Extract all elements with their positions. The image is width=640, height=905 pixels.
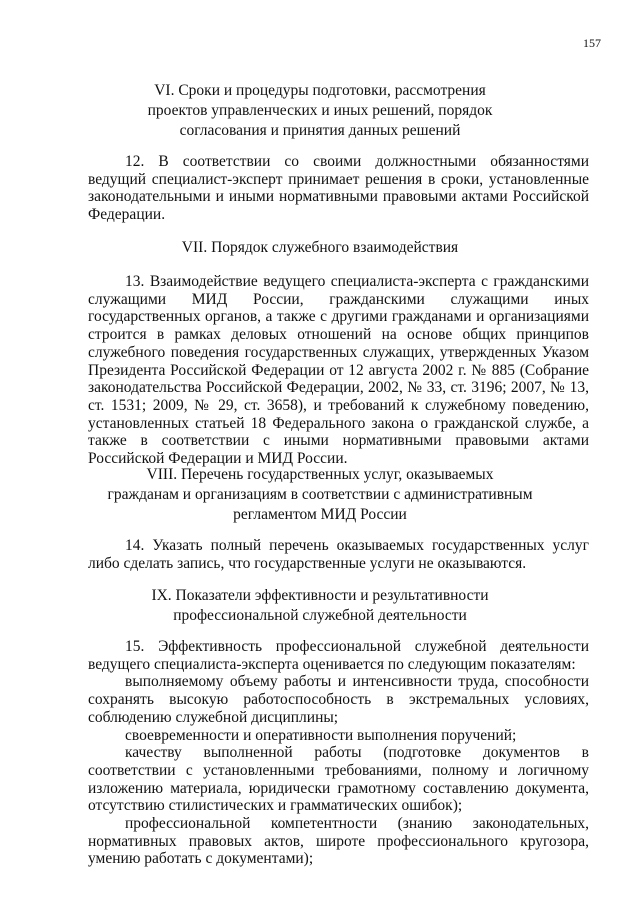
page-number: 157 (583, 36, 601, 50)
paragraph-13: 13. Взаимодействие ведущего специалиста-эксперта с гражданскими служащими МИД России, гражданскими служащими иных государственных органов, а также с другими гражданами и организациями строится в рамках деловых отношений на основе общих принципов служебного поведения государственных служащих, утвержденных Указом Президента Российской Федерации от 12 августа 2002 г. № 885 (Собрание законодательства Российской Федерации, 2002, № 33, ст. 3196; 2007, № 13, ст. 1531; 2009, № 29, ст. 3658), и требований к служебному поведению, установленных статьей 18 Федерального закона о гражданской службе, а также в соответствии с иными нормативными правовыми актами Российской Федерации и МИД России. (88, 273, 589, 468)
list-item: профессиональной компетентности (знанию законодательных, нормативных правовых актов, широте профессионального кругозора, умению работать с документами); (88, 815, 589, 868)
heading-line: профессиональной служебной деятельности (173, 607, 467, 624)
heading-line: VIII. Перечень государственных услуг, оказываемых (146, 466, 494, 483)
section-heading-vi (0, 81, 640, 141)
paragraph-15: 15. Эффективность профессиональной служебной деятельности ведущего специалиста-эксперта оценивается по следующим показателям: (88, 638, 589, 673)
section-body-vi (88, 153, 589, 224)
section-heading-viii (0, 465, 640, 525)
heading-line: VII. Порядок служебного взаимодействия (181, 239, 459, 256)
list-item: своевременности и оперативности выполнения поручений; (125, 726, 517, 744)
section-body-vii (88, 273, 589, 468)
section-body-viii (88, 537, 589, 572)
section-heading-vii (0, 238, 640, 258)
paragraph-14: 14. Указать полный перечень оказываемых государственных услуг либо сделать запись, что государственные услуги не оказываются. (88, 537, 589, 572)
list-item: качеству выполненной работы (подготовке документов в соответствии с установленными требованиями, полному и логичному изложению материала, юридически грамотному составлению документа, отсутствию стилистических и грамматических ошибок); (88, 744, 589, 815)
heading-line: проектов управленческих и иных решений, порядок (147, 102, 493, 119)
heading-line: гражданам и организациям в соответствии с административным (107, 486, 533, 503)
heading-line: регламентом МИД России (233, 506, 407, 523)
list-item: выполняемому объему работы и интенсивности труда, способности сохранять высокую работоспособность в экстремальных условиях, соблюдению служебной дисциплины; (88, 673, 589, 726)
section-heading-ix (0, 586, 640, 626)
heading-line: IX. Показатели эффективности и результативности (151, 587, 489, 604)
heading-line: согласования и принятия данных решений (179, 122, 461, 139)
section-body-ix (88, 638, 589, 868)
paragraph-12: 12. В соответствии со своими должностными обязанностями ведущий специалист-эксперт принимает решения в сроки, установленные законодательными и иными нормативными правовыми актами Российской Федерации. (88, 153, 589, 224)
heading-line: VI. Сроки и процедуры подготовки, рассмотрения (154, 82, 486, 99)
